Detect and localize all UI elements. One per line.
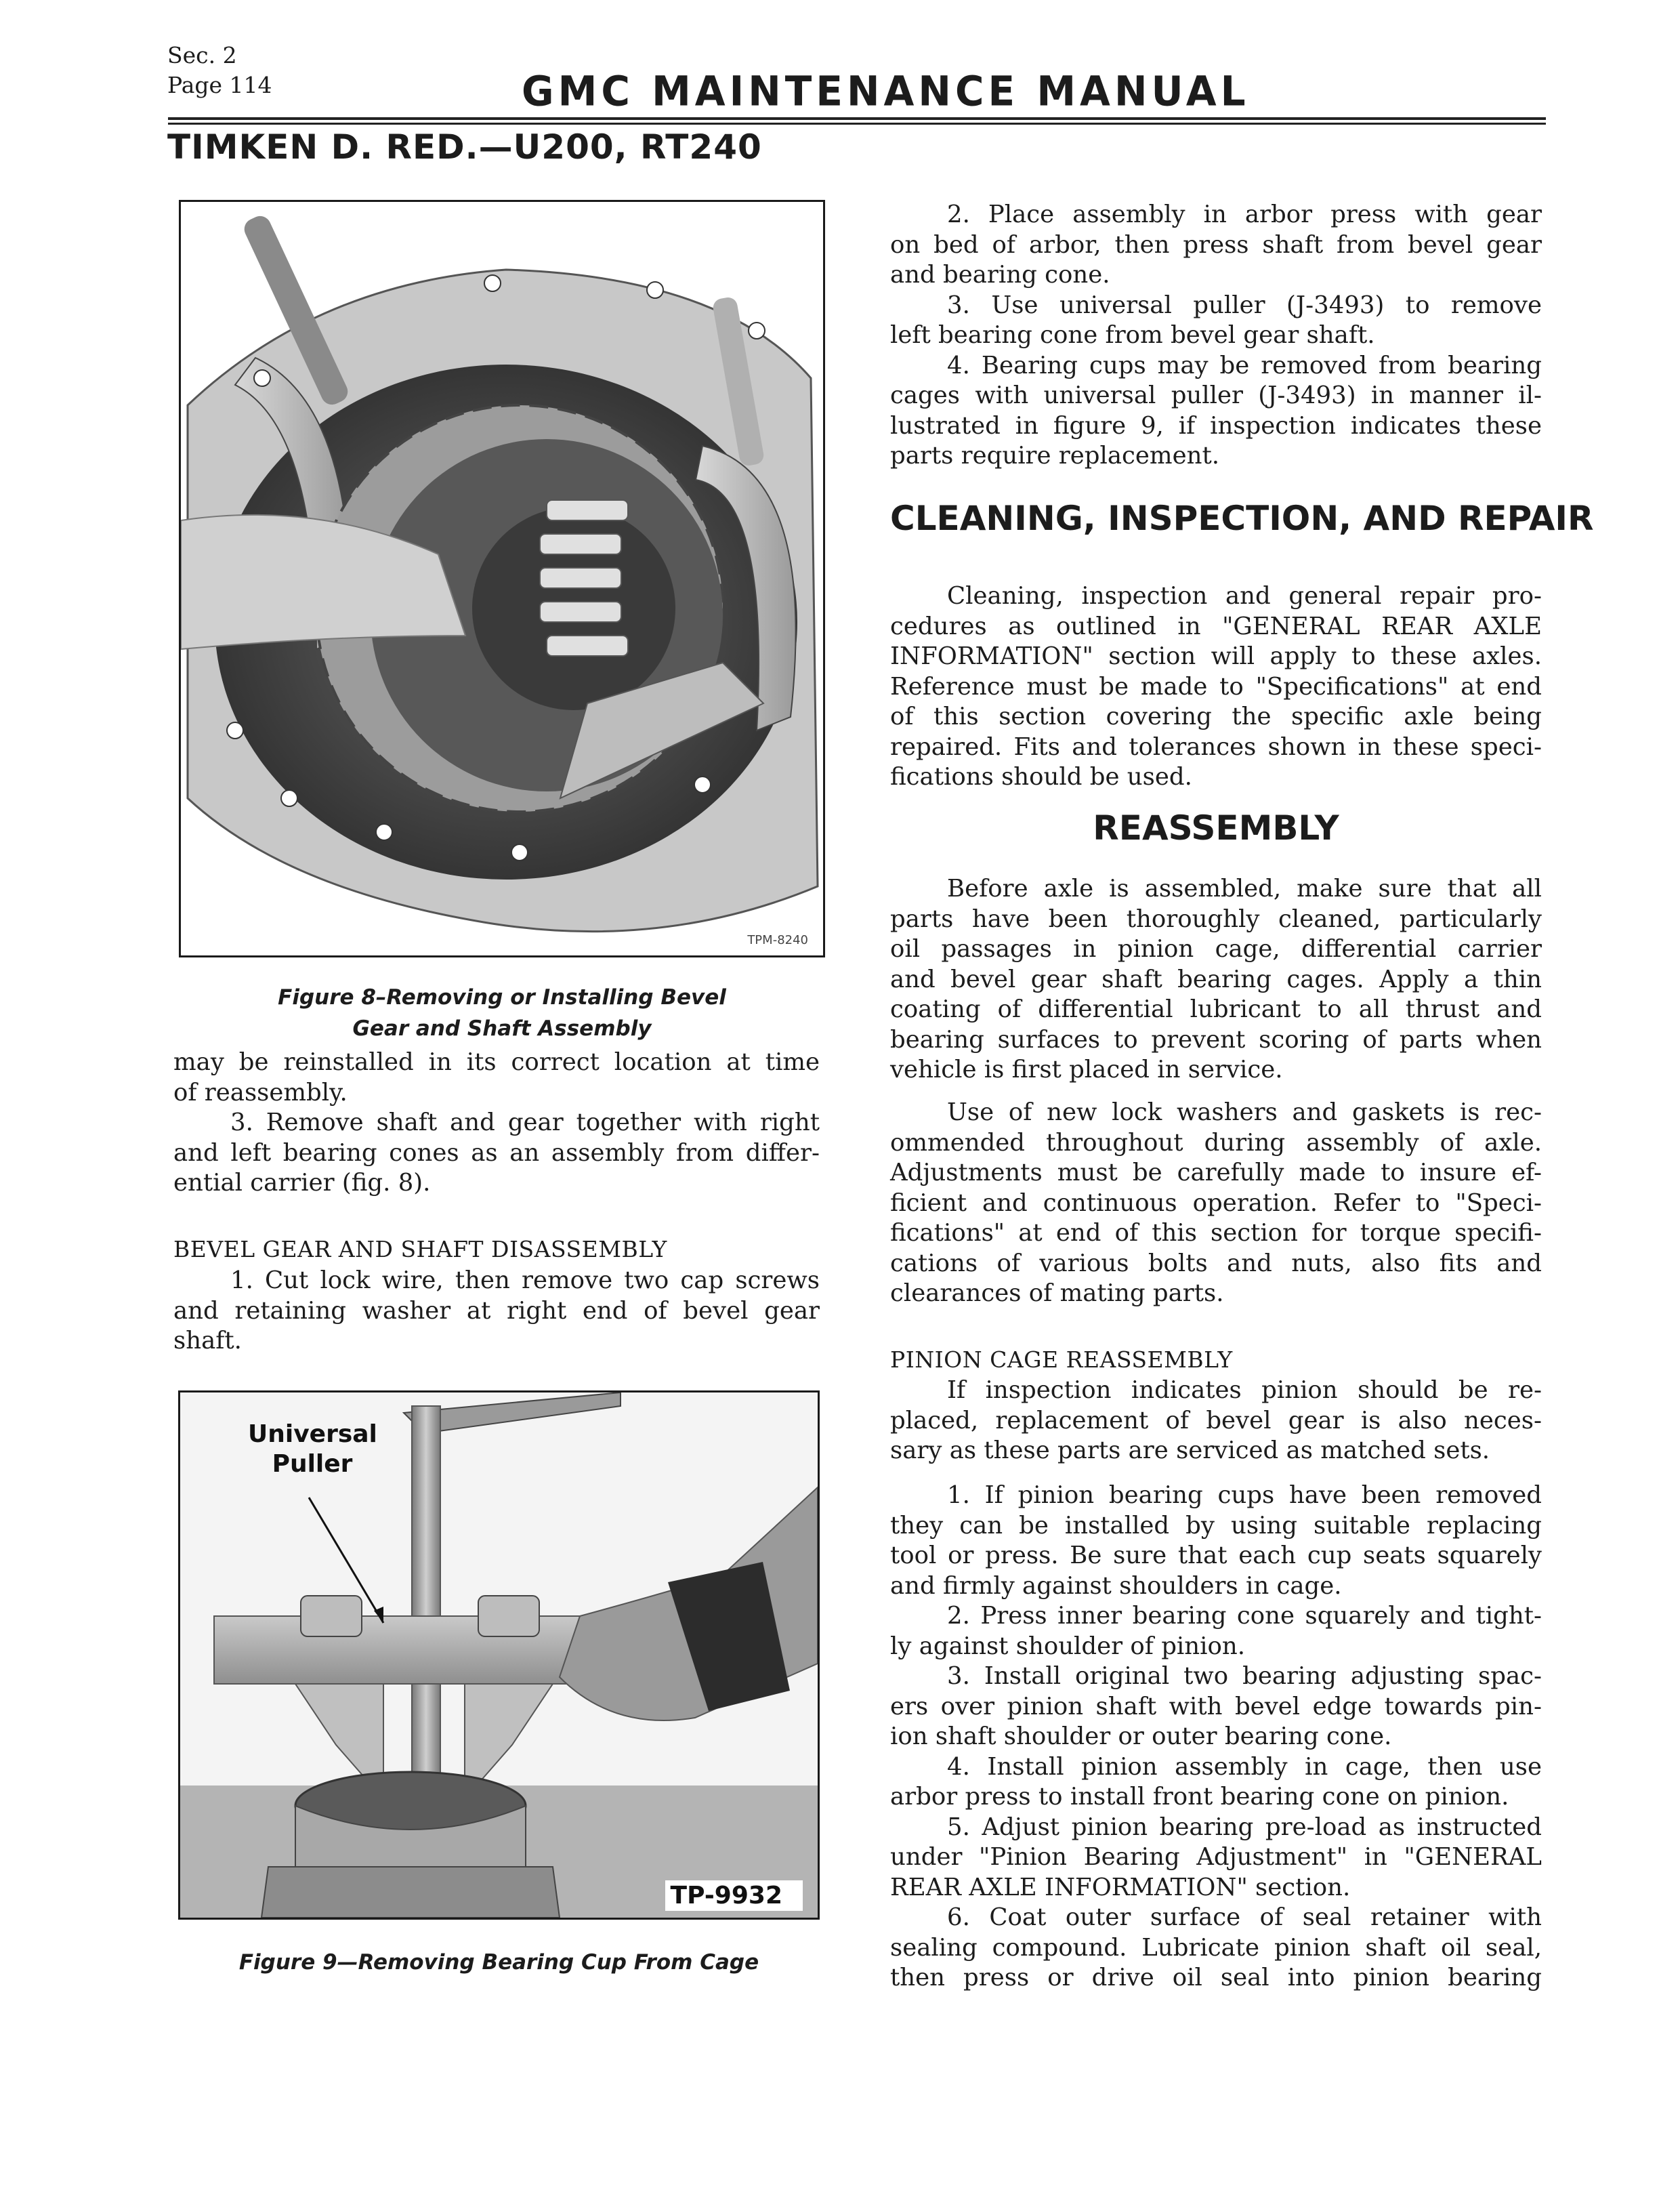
text-line: Use of new lock washers and gaskets is rec- [947, 1098, 1542, 1126]
callout-line-2: Puller [272, 1450, 353, 1478]
text-line: on bed of arbor, then press shaft from bevel gear [890, 230, 1542, 259]
page-number: Page 114 [167, 72, 272, 98]
text-line: 1. If pinion bearing cups have been removed [947, 1481, 1542, 1509]
text-line: cations of various bolts and nuts, also fits and [890, 1249, 1542, 1277]
text-line: 2. Press inner bearing cone squarely and tight- [947, 1602, 1542, 1630]
text-line: 4. Install pinion assembly in cage, then use [947, 1752, 1542, 1781]
text-line: repaired. Fits and tolerances shown in these speci- [890, 732, 1542, 761]
cleaning-inspection-repair-heading: CLEANING, INSPECTION, AND REPAIR [890, 499, 1594, 538]
text-line: 5. Adjust pinion bearing pre-load as instructed [947, 1813, 1542, 1841]
text-line: may be reinstalled in its correct location at time [173, 1048, 820, 1076]
text-line: parts have been thoroughly cleaned, particularly [890, 905, 1542, 933]
text-line: 4. Bearing cups may be removed from bearing [947, 351, 1542, 379]
text-line: tool or press. Be sure that each cup seats squarely [890, 1542, 1542, 1569]
figure-8-image-code: TPM-8240 [747, 933, 808, 947]
text-line: sary as these parts are serviced as matched sets. [890, 1437, 1490, 1464]
figure-8-caption-line-2: Gear and Shaft Assembly [352, 1016, 652, 1041]
text-line: ers over pinion shaft with bevel edge towards pin- [890, 1692, 1542, 1720]
text-line: under "Pinion Bearing Adjustment" in "GENERAL [890, 1843, 1542, 1871]
page-subtitle: TIMKEN D. RED.—U200, RT240 [167, 127, 762, 167]
cleaning-paragraph [890, 581, 1542, 793]
text-line: 2. Place assembly in arbor press with gear [947, 201, 1542, 228]
text-line: REAR AXLE INFORMATION" section. [890, 1873, 1351, 1901]
figure-8-caption-line-1: Figure 8–Removing or Installing Bevel [278, 985, 726, 1010]
pinion-steps [890, 1481, 1542, 1994]
text-line: they can be installed by using suitable replacing [890, 1511, 1542, 1540]
text-line: ion shaft shoulder or outer bearing cone. [890, 1722, 1392, 1750]
text-line: and bevel gear shaft bearing cages. Apply a thin [890, 965, 1542, 993]
text-line: and bearing cone. [890, 261, 1110, 289]
text-line: 3. Use universal puller (J-3493) to remove [947, 291, 1542, 319]
text-line: of reassembly. [173, 1078, 348, 1107]
text-line: 1. Cut lock wire, then remove two cap screws [230, 1266, 820, 1294]
figure-9-image-code: TP-9932 [665, 1880, 803, 1911]
text-line: coating of differential lubricant to all thrust and [890, 995, 1542, 1023]
reassembly-paragraph-1 [890, 874, 1542, 1086]
text-line: Reference must be made to "Specifications" at end [890, 672, 1542, 701]
text-line: 3. Install original two bearing adjusting spac- [947, 1662, 1542, 1690]
text-line: cedures as outlined in "GENERAL REAR AXLE [890, 612, 1542, 640]
text-line: Before axle is assembled, make sure that all [947, 875, 1542, 903]
text-line: placed, replacement of bevel gear is also neces- [890, 1406, 1542, 1434]
text-line: oil passages in pinion cage, differential carrier [890, 935, 1542, 963]
text-line: ential carrier (fig. 8). [173, 1169, 431, 1197]
text-line: and retaining washer at right end of bevel gear [173, 1296, 820, 1325]
figure-9-caption: Figure 9—Removing Bearing Cup From Cage [238, 1950, 759, 1975]
section-number: Sec. 2 [167, 42, 237, 68]
text-line: ficient and continuous operation. Refer to "Speci- [890, 1189, 1542, 1217]
pinion-cage-reassembly-heading: PINION CAGE REASSEMBLY [890, 1346, 1233, 1373]
text-line: fications" at end of this section for torque specifi- [890, 1219, 1542, 1247]
reassembly-paragraph-2 [890, 1098, 1542, 1309]
bevel-disassembly-step-1 [173, 1266, 820, 1357]
callout-line-1: Universal [248, 1420, 377, 1448]
text-line: then press or drive oil seal into pinion bearing [890, 1964, 1542, 1991]
text-line: cages with universal puller (J-3493) in manner il- [890, 381, 1542, 409]
header-rule-bottom [168, 123, 1546, 125]
universal-puller-callout [248, 1420, 377, 1479]
text-line: vehicle is first placed in service. [890, 1056, 1283, 1083]
text-line: 3. Remove shaft and gear together with right [230, 1109, 820, 1136]
text-line: If inspection indicates pinion should be re- [947, 1376, 1542, 1404]
text-line: and firmly against shoulders in cage. [890, 1571, 1342, 1600]
text-line: of this section covering the specific axle being [890, 703, 1542, 730]
bevel-gear-disassembly-heading: BEVEL GEAR AND SHAFT DISASSEMBLY [173, 1236, 667, 1262]
text-line: Adjustments must be carefully made to insure ef- [890, 1159, 1542, 1186]
text-line: ommended throughout during assembly of axle. [890, 1128, 1542, 1157]
text-line: sealing compound. Lubricate pinion shaft oil seal, [890, 1933, 1542, 1962]
text-line: Cleaning, inspection and general repair pro- [947, 582, 1542, 610]
differential-carrier-illustration [181, 202, 823, 955]
text-line: 6. Coat outer surface of seal retainer with [947, 1903, 1542, 1931]
manual-title: GMC MAINTENANCE MANUAL [522, 67, 1250, 116]
text-line: fications should be used. [890, 763, 1192, 791]
text-line: and left bearing cones as an assembly from differ- [173, 1138, 820, 1167]
header-rule-top [168, 117, 1546, 120]
figure-9-photo [178, 1390, 820, 1920]
text-line: arbor press to install front bearing cone on pinion. [890, 1783, 1509, 1811]
text-line: parts require replacement. [890, 442, 1220, 470]
text-line: left bearing cone from bevel gear shaft. [890, 321, 1375, 349]
figure-8-photo [179, 200, 825, 957]
reassembly-heading: REASSEMBLY [1093, 808, 1339, 848]
text-line: ly against shoulder of pinion. [890, 1632, 1246, 1660]
text-line: INFORMATION" section will apply to these axles. [890, 642, 1542, 670]
text-line: clearances of mating parts. [890, 1279, 1224, 1307]
text-line: lustrated in figure 9, if inspection indicates these [890, 411, 1542, 440]
disassembly-steps-continued [890, 200, 1542, 472]
text-line: bearing surfaces to prevent scoring of parts when [890, 1025, 1542, 1054]
text-line: shaft. [173, 1327, 242, 1355]
pinion-intro-paragraph [890, 1376, 1542, 1466]
left-column-text [173, 1048, 820, 1199]
